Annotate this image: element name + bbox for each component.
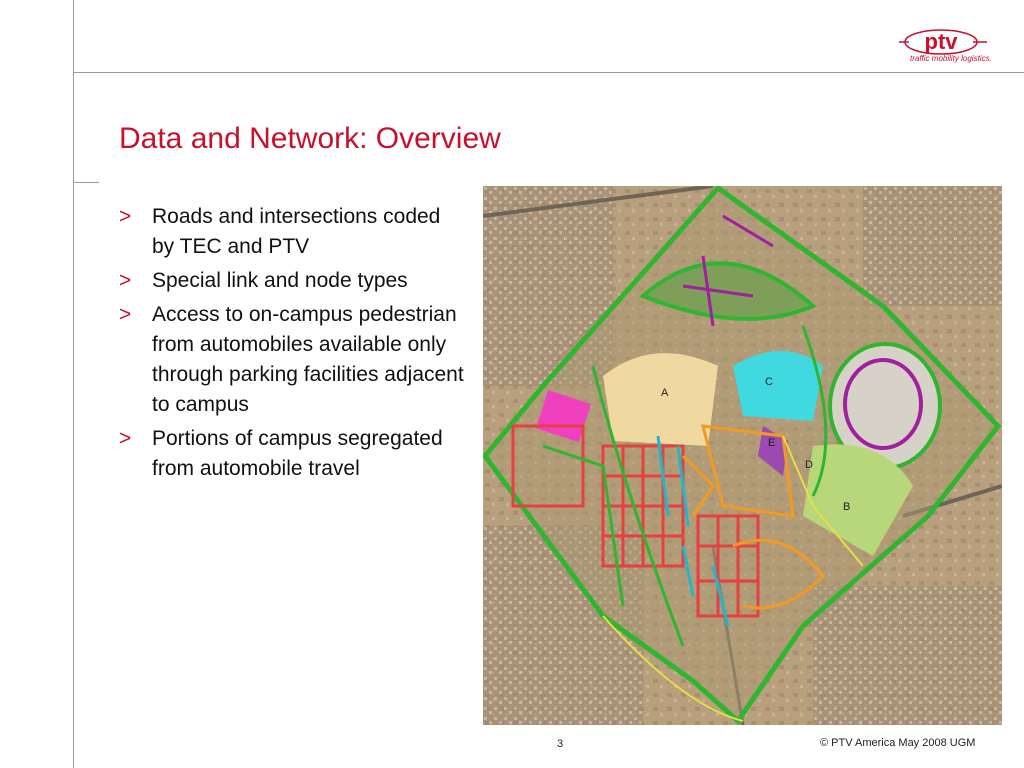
zone-label-c: C xyxy=(765,376,773,388)
bullet-marker: > xyxy=(119,303,132,326)
logo-brand-text: ptv xyxy=(924,29,958,54)
bullet-marker: > xyxy=(119,269,132,292)
title-tick-rule xyxy=(73,182,99,183)
bullet-marker: > xyxy=(119,205,132,228)
campus-network-map xyxy=(483,186,1002,725)
zone-label-d: D xyxy=(805,459,813,471)
bullet-text: Roads and intersections coded by TEC and PTV xyxy=(152,205,441,258)
bullet-item xyxy=(119,300,464,420)
page-number: 3 xyxy=(557,738,564,750)
bullet-text: Access to on-campus pedestrian from automobiles available only through parking facilities adjacent to campus xyxy=(152,303,464,416)
bullet-item xyxy=(119,424,464,484)
copyright-footer: © PTV America May 2008 UGM xyxy=(820,737,976,749)
bullet-text: Special link and node types xyxy=(152,269,408,292)
zone-a-area xyxy=(603,353,718,446)
slide-title: Data and Network: Overview xyxy=(119,122,501,155)
zone-label-a: A xyxy=(661,387,669,399)
left-vertical-rule xyxy=(73,0,74,768)
bullet-item xyxy=(119,202,464,262)
bullet-marker: > xyxy=(119,427,132,450)
zone-c-area xyxy=(733,351,823,421)
bullet-item xyxy=(119,266,464,296)
logo-tagline: traffic mobility logistics. xyxy=(910,54,992,63)
bullet-text: Portions of campus segregated from automobile travel xyxy=(152,427,443,480)
header-horizontal-rule xyxy=(73,72,1024,73)
zone-label-b: B xyxy=(843,501,851,513)
bullet-list xyxy=(119,202,464,488)
zone-label-e: E xyxy=(768,437,776,449)
